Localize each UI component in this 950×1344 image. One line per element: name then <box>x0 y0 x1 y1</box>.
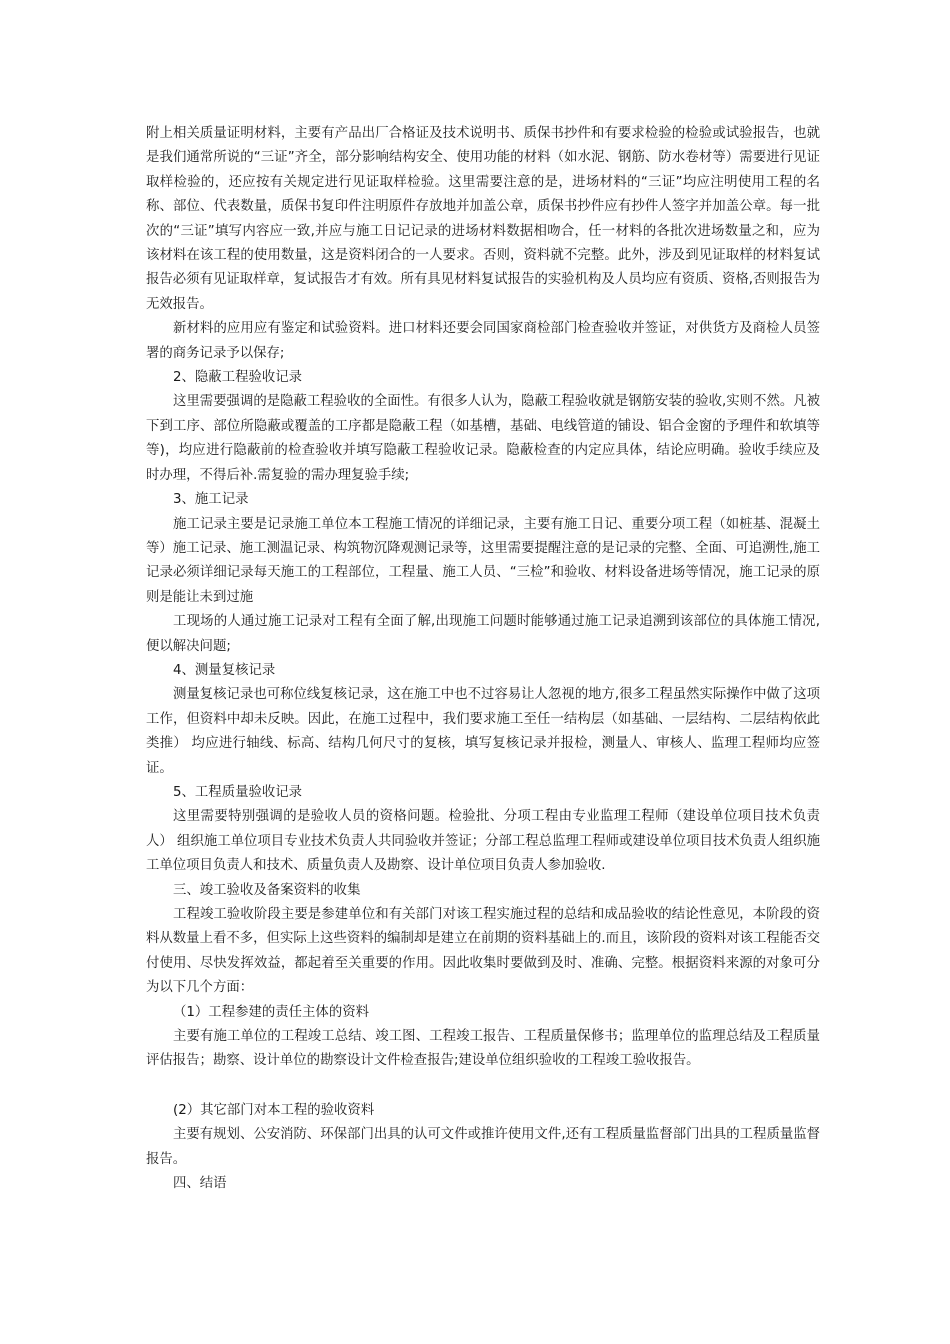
heading-concealed-works: 2、隐蔽工程验收记录 <box>173 370 303 386</box>
heading-survey-review: 4、测量复核记录 <box>173 662 276 678</box>
heading-responsible-parties: （1）工程参建的责任主体的资料 <box>173 1004 369 1020</box>
document-body <box>146 122 820 1196</box>
blank-line <box>146 1074 820 1099</box>
paragraph-quality-acceptance: 这里需要特别强调的是验收人员的资格问题。检验批、分项工程由专业监理工程师（建设单位项目技术负责人） 组织施工单位项目专业技术负责人共同验收并签证；分部工程总监理工程师或建设单位项目技术负责人组织施工单位项目负责人和技术、质量负责人及勘察、设计单位项目负责人参加验收. <box>146 809 820 874</box>
paragraph-construction-records-cont: 工现场的人通过施工记录对工程有全面了解,出现施工问题时能够通过施工记录追溯到该部位的具体施工情况,便以解决问题; <box>146 614 820 654</box>
heading-other-departments: (2）其它部门对本工程的验收资料 <box>173 1102 375 1118</box>
paragraph-material-certificates: 附上相关质量证明材料，主要有产品出厂合格证及技术说明书、质保书抄件和有要求检验的检验或试验报告，也就是我们通常所说的“三证”齐全，部分影响结构安全、使用功能的材料（如水泥、钢筋、防水卷材等）需要进行见证取样检验的，还应按有关规定进行见证取样检验。这里需要注意的是，进场材料的“三证”均应注明使用工程的名称、部位、代表数量，质保书复印件注明原件存放地并加盖公章，质保书抄件应有抄件人签字并加盖公章。每一批次的“三证”填写内容应一致,并应与施工日记记录的进场材料数据相吻合，任一材料的各批次进场数量之和，应为该材料在该工程的使用数量，这是资料闭合的一人要求。否则，资料就不完整。此外，涉及到见证取样的材料复试报告必须有见证取样章，复试报告才有效。所有具见材料复试报告的实验机构及人员均应有资质、资格,否则报告为无效报告。 <box>146 126 820 312</box>
paragraph-concealed-works: 这里需要强调的是隐蔽工程验收的全面性。有很多人认为，隐蔽工程验收就是钢筋安装的验收,实则不然。凡被下到工序、部位所隐蔽或覆盖的工序都是隐蔽工程（如基槽，基础、电线管道的铺设、铝合金窗的予理件和软填等等)，均应进行隐蔽前的检查验收并填写隐蔽工程验收记录。隐蔽检查的内定应具体，结论应明确。验收手续应及时办理，不得后补.需复验的需办理复验手续; <box>146 394 821 483</box>
paragraph-other-departments: 主要有规划、公安消防、环保部门出具的认可文件或推许使用文件,还有工程质量监督部门出具的工程质量监督报告。 <box>146 1127 821 1167</box>
paragraph-new-materials: 新材料的应用应有鉴定和试验资料。进口材料还要会同国家商检部门检查验收并签证，对供货方及商检人员签署的商务记录予以保存; <box>146 321 820 361</box>
heading-completion-acceptance: 三、竣工验收及备案资料的收集 <box>173 882 361 898</box>
paragraph-survey-review: 测量复核记录也可称位线复核记录，这在施工中也不过容易让人忽视的地方,很多工程虽然实际操作中做了这项工作，但资料中却未反映。因此，在施工过程中，我们要求施工至任一结构层（如基础、一层结构、二层结构依此类推） 均应进行轴线、标高、结构几何尺寸的复核，填写复核记录并报检，测量人、审核人、监理工程师均应签证。 <box>146 687 821 776</box>
heading-conclusion: 四、结语 <box>173 1176 227 1192</box>
paragraph-construction-records: 施工记录主要是记录施工单位本工程施工情况的详细记录，主要有施工日记、重要分项工程（如桩基、混凝土等）施工记录、施工测温记录、构筑物沉降观测记录等，这里需要提醒注意的是记录的完整、全面、可追溯性,施工记录必须详细记录每天施工的工程部位，工程量、施工人员、“三检”和验收、材料设备进场等情况，施工记录的原则是能让未到过施 <box>146 516 820 605</box>
heading-construction-records: 3、施工记录 <box>173 492 249 508</box>
paragraph-completion-acceptance: 工程竣工验收阶段主要是参建单位和有关部门对该工程实施过程的总结和成品验收的结论性意见，本阶段的资料从数量上看不多，但实际上这些资料的编制却是建立在前期的资料基础上的.而且，该阶段的资料对该工程能否交付使用、尽快发挥效益，都起着至关重要的作用。因此收集时要做到及时、准确、完整。根据资料来源的对象可分为以下几个方面： <box>146 907 820 996</box>
paragraph-responsible-parties: 主要有施工单位的工程竣工总结、竣工图、工程竣工报告、工程质量保修书；监理单位的监理总结及工程质量评估报告；勘察、设计单位的勘察设计文件检查报告;建设单位组织验收的工程竣工验收报告。 <box>146 1029 820 1069</box>
heading-quality-acceptance: 5、工程质量验收记录 <box>173 784 303 800</box>
